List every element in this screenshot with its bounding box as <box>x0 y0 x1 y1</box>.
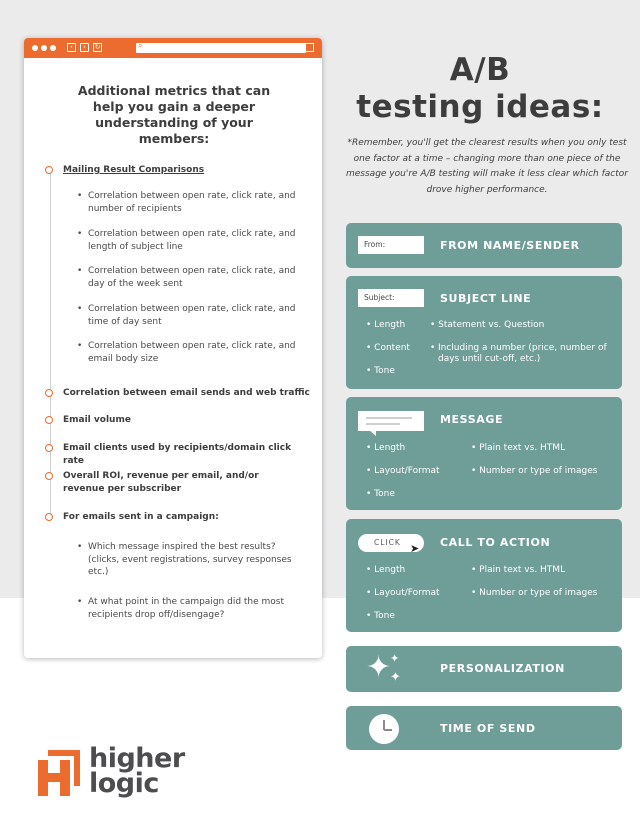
metric-subitem: • Correlation between open rate, click rate, and length of subject line <box>77 229 296 252</box>
card-title: Additional metrics that can help you gain a deeper understanding of your members: <box>77 83 271 146</box>
search-icon: ⌕ <box>138 41 143 50</box>
box-title: MESSAGE <box>440 413 504 426</box>
cursor-icon: ➤ <box>410 542 420 555</box>
bullet-item: • Including a number (price, number of days until cut-off, etc.) <box>430 343 607 364</box>
logo-line: logic <box>89 768 159 799</box>
box-personalization: ✦ ✦ ✦ PERSONALIZATION <box>346 646 622 692</box>
timeline-marker <box>45 513 53 521</box>
box-message <box>346 397 622 510</box>
home-icon[interactable] <box>291 43 300 52</box>
metric-item: Overall ROI, revenue per email, and/or revenue per subscriber <box>63 471 259 494</box>
bookmark-icon[interactable] <box>305 43 314 52</box>
clock-icon <box>369 714 399 744</box>
box-call-to-action <box>346 519 622 632</box>
address-bar[interactable] <box>136 43 306 53</box>
reminder-note: *Remember, you'll get the clearest results when you only test one factor at a time – changing more than one piece of the message you're A/B testing will make it less clear which factor drove higher performance. <box>346 138 628 195</box>
window-dot-icon <box>41 45 47 51</box>
bullet-item: • Length <box>366 565 406 575</box>
window-dot-icon <box>32 45 38 51</box>
from-tag: From: <box>358 236 424 254</box>
browser-toolbar <box>24 38 322 58</box>
box-title: FROM NAME/SENDER <box>440 239 580 252</box>
page-title <box>340 52 620 126</box>
box-subject-line <box>346 276 622 389</box>
timeline-line <box>50 171 51 517</box>
window-dot-icon <box>50 45 56 51</box>
timeline-marker <box>45 472 53 480</box>
bullet-item: • Content <box>366 343 410 353</box>
message-bubble-tail <box>368 429 376 436</box>
box-time-of-send <box>346 706 622 750</box>
metric-subitem: • Correlation between open rate, click rate, and email body size <box>77 341 296 364</box>
title-line: A/B <box>449 52 511 88</box>
timeline-marker <box>45 166 53 174</box>
metric-item: Mailing Result Comparisons <box>63 165 205 175</box>
box-title: TIME OF SEND <box>440 722 536 735</box>
bullet-item: • Plain text vs. HTML <box>471 565 566 575</box>
bullet-item: • Statement vs. Question <box>430 320 545 330</box>
bullet-item: • Layout/Format <box>366 466 440 476</box>
box-title: PERSONALIZATION <box>440 662 565 675</box>
timeline-marker <box>45 389 53 397</box>
back-icon[interactable]: ‹ <box>67 43 76 52</box>
logo-line: higher <box>89 743 185 774</box>
metric-subitem: • Correlation between open rate, click rate, and day of the week sent <box>77 266 296 289</box>
box-from-name <box>346 223 622 268</box>
metrics-card <box>24 38 322 658</box>
metric-item: For emails sent in a campaign: <box>63 512 219 522</box>
bullet-item: • Tone <box>366 611 395 621</box>
higher-logic-logo-mark <box>36 746 82 798</box>
metric-subitem: • Correlation between open rate, click rate, and time of day sent <box>77 304 296 327</box>
box-title: SUBJECT LINE <box>440 292 532 305</box>
click-button-icon: CLICK <box>358 534 424 552</box>
metric-subitem: • Correlation between open rate, click rate, and number of recipients <box>77 191 296 214</box>
message-bubble-icon <box>358 411 424 431</box>
refresh-icon[interactable]: ↻ <box>94 43 101 51</box>
bullet-item: • Length <box>366 443 406 453</box>
metric-item: Correlation between email sends and web traffic <box>63 388 310 398</box>
bullet-item: • Number or type of images <box>471 466 598 476</box>
bullet-item: • Plain text vs. HTML <box>471 443 566 453</box>
metric-subitem: • At what point in the campaign did the most recipients drop off/disengage? <box>77 597 285 620</box>
subject-tag: Subject: <box>358 289 424 307</box>
metric-item: Email volume <box>63 415 131 425</box>
bullet-item: • Layout/Format <box>366 588 440 598</box>
box-title: CALL TO ACTION <box>440 536 551 549</box>
timeline-marker <box>45 416 53 424</box>
title-line: testing ideas: <box>356 89 604 125</box>
metric-subitem: • Which message inspired the best results? (clicks, event registrations, survey responses etc.) <box>77 542 292 577</box>
higher-logic-logo-text <box>89 743 185 799</box>
bullet-item: • Tone <box>366 489 395 499</box>
metric-item: Email clients used by recipients/domain click rate <box>63 443 292 466</box>
bullet-item: • Number or type of images <box>471 588 598 598</box>
bullet-item: • Tone <box>366 366 395 376</box>
timeline-marker <box>45 444 53 452</box>
bullet-item: • Length <box>366 320 406 330</box>
forward-icon[interactable]: › <box>80 43 89 52</box>
